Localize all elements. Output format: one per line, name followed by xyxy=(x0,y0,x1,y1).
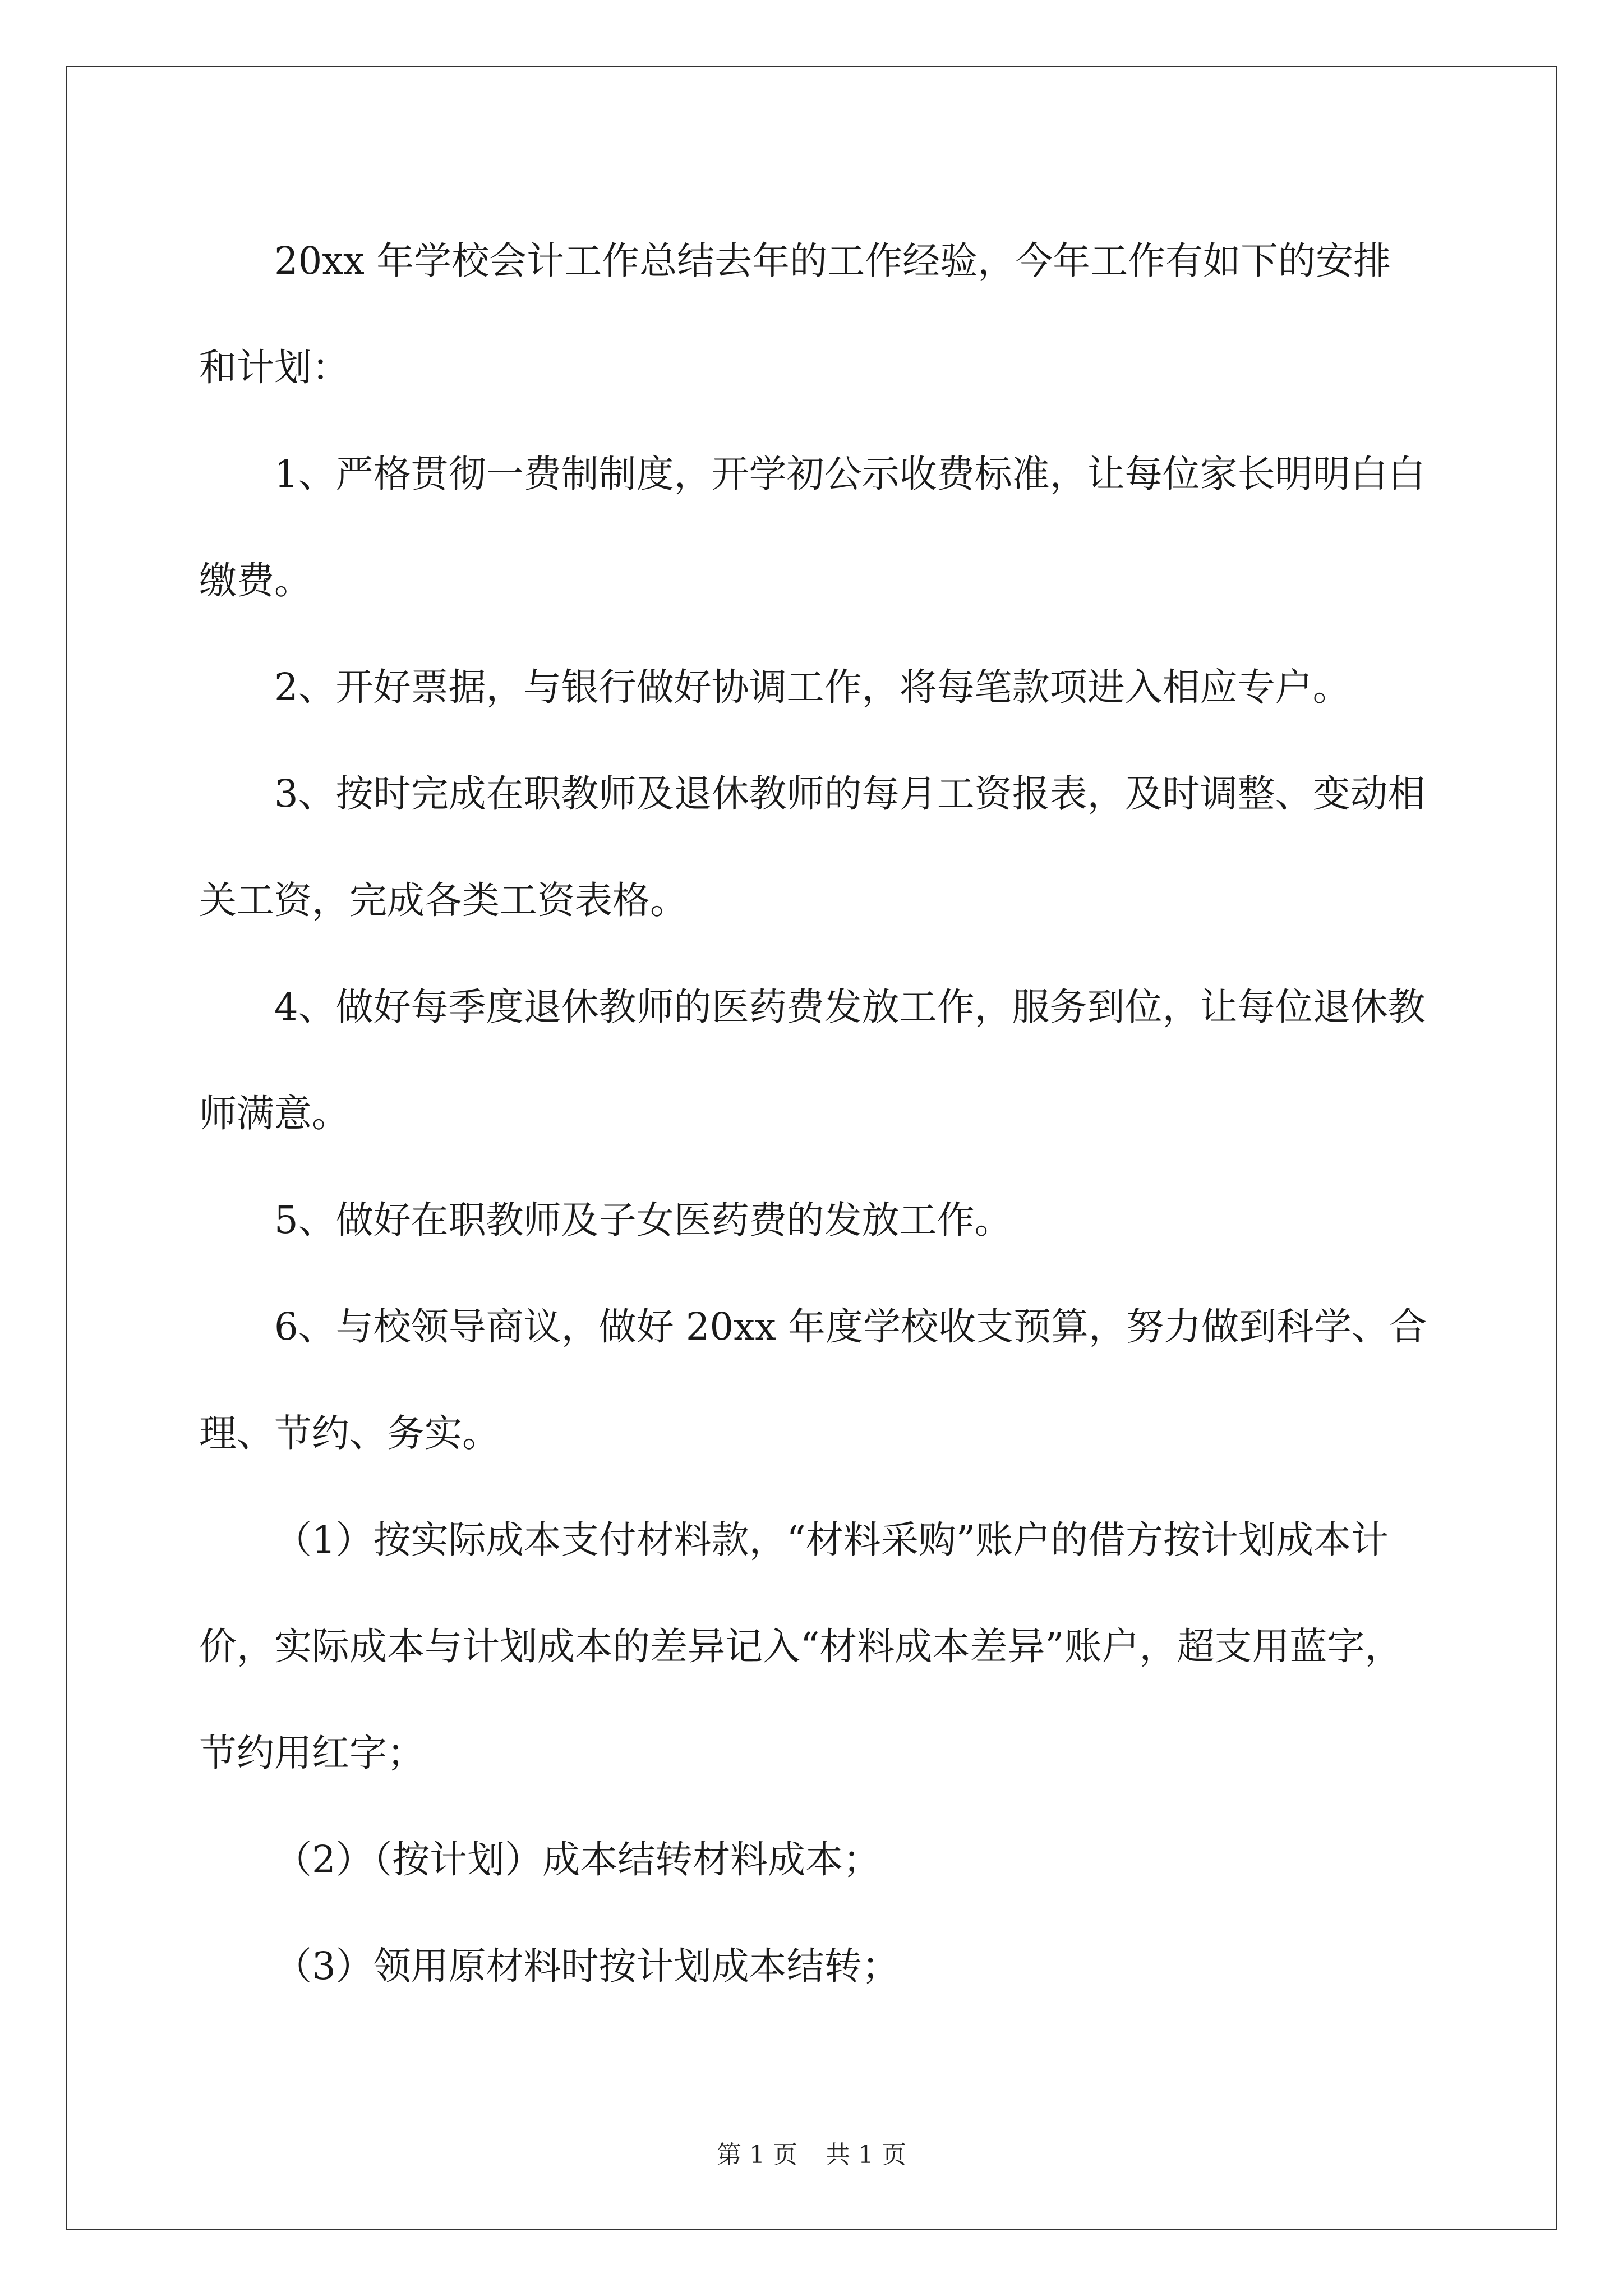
paragraph-item-5: 5、做好在职教师及子女医药费的发放工作。 xyxy=(274,1198,1012,1242)
paragraph-item-3: 3、按时完成在职教师及退休教师的每月工资报表，及时调整、变动相关工资，完成各类工资表格。 xyxy=(199,772,1426,922)
page-total: 共 1 页 xyxy=(826,2141,906,2169)
paragraph-sub-1: （1）按实际成本支付材料款，“材料采购”账户的借方按计划成本计价，实际成本与计划成本的差异记入“材料成本差异”账户，超支用蓝字，节约用红字； xyxy=(199,1518,1403,1775)
page-number: 第 1 页 xyxy=(717,2141,797,2169)
paragraph-item-2: 2、开好票据，与银行做好协调工作，将每笔款项进入相应专户。 xyxy=(274,665,1350,709)
paragraph-sub-3: （3）领用原材料时按计划成本结转； xyxy=(274,1944,900,1988)
paragraph-sub-2: （2）（按计划）成本结转材料成本； xyxy=(274,1838,881,1881)
document-body xyxy=(199,208,1427,2019)
paragraph-item-1: 1、严格贯彻一费制制度，开学初公示收费标准，让每位家长明明白白缴费。 xyxy=(199,452,1426,602)
page-footer xyxy=(0,2134,1623,2170)
paragraph-item-4: 4、做好每季度退休教师的医药费发放工作，服务到位，让每位退休教师满意。 xyxy=(199,985,1426,1135)
paragraph-item-6: 6、与校领导商议，做好 20xx 年度学校收支预算，努力做到科学、合理、节约、务实。 xyxy=(199,1305,1427,1455)
paragraph-intro: 20xx 年学校会计工作总结去年的工作经验，今年工作有如下的安排和计划： xyxy=(199,239,1391,389)
